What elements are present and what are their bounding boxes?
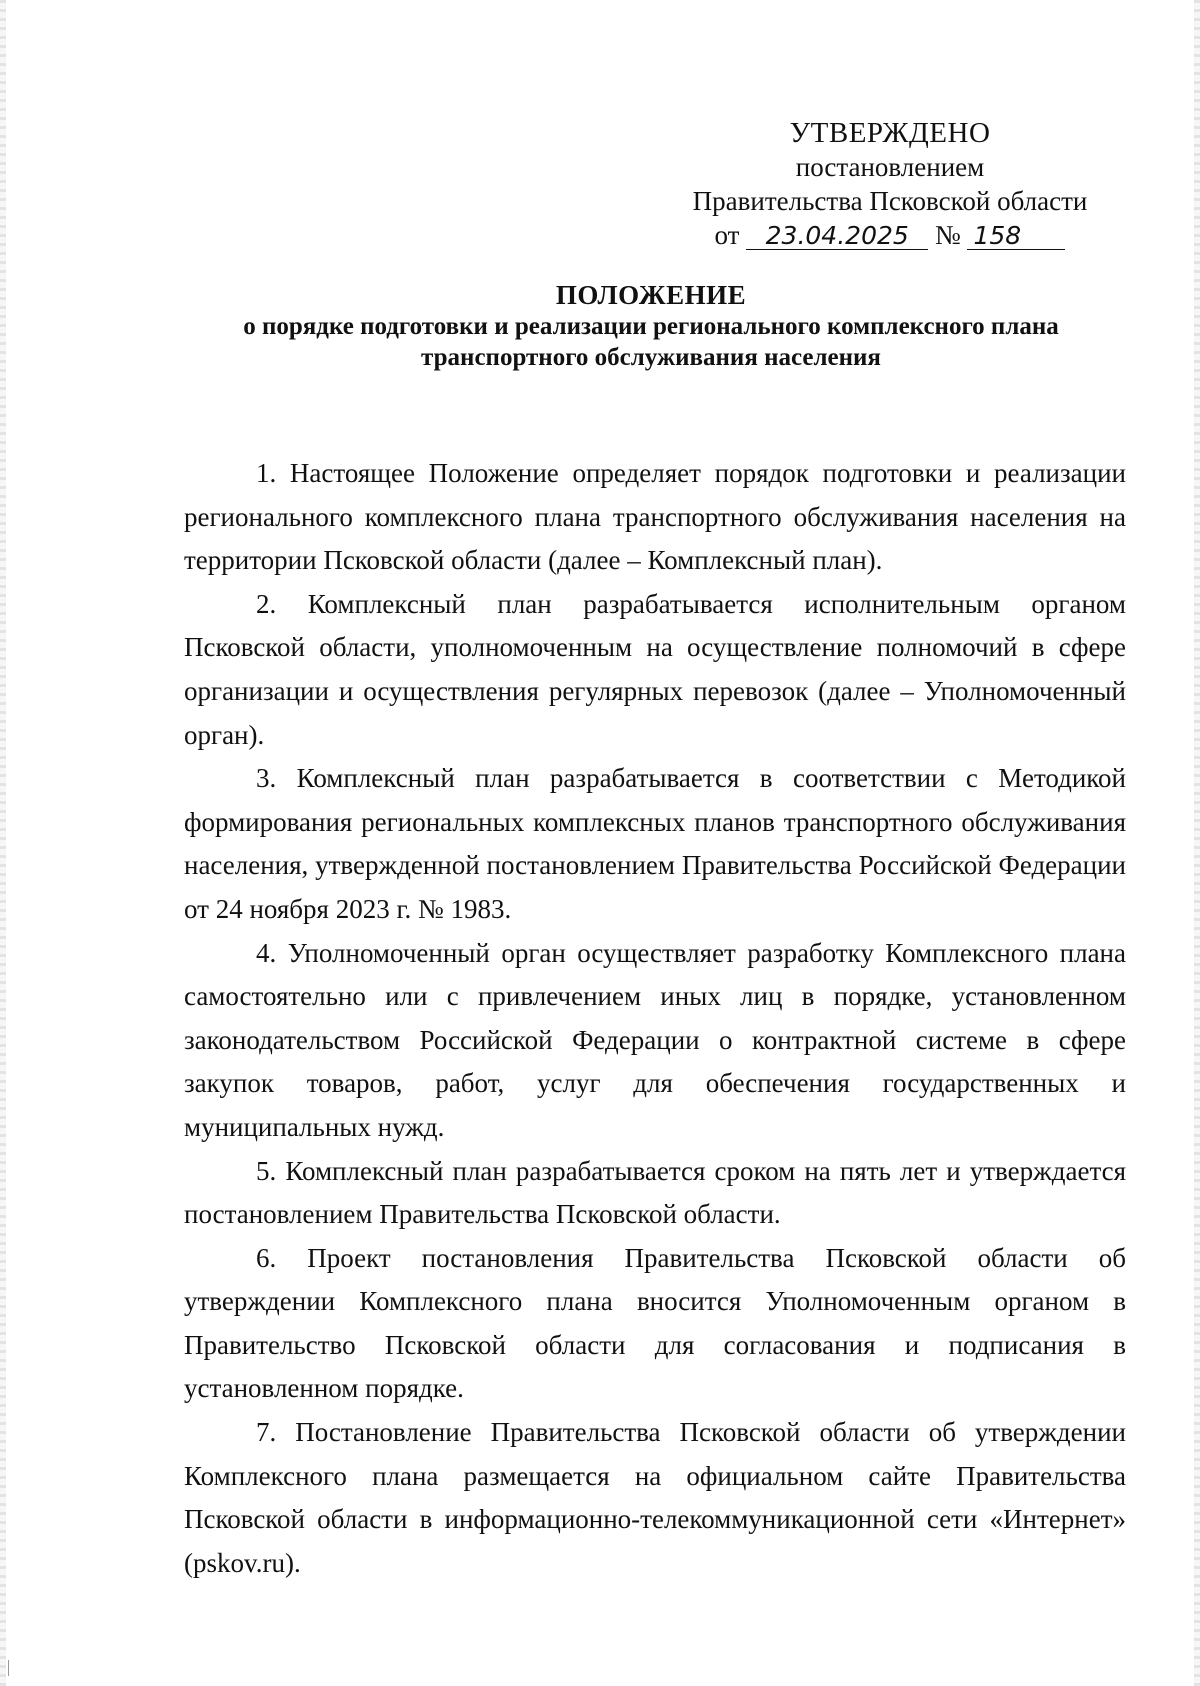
paragraph-1: 1. Настоящее Положение определяет порядок подготовки и реализации регионального комплексного плана транспортного обслуживания населения на территории Псковской области (далее – Комплексный план). (184, 458, 1126, 576)
document-title: ПОЛОЖЕНИЕ (555, 280, 747, 310)
paragraph-6: 6. Проект постановления Правительства Псковской области об утверждении Комплексного плана вносится Уполномоченным органом в Правительство Псковской области для согласования и подписания в установленном порядке. (184, 1242, 1126, 1404)
scan-edge-left (0, 0, 6, 1686)
number-sign: № (934, 220, 961, 250)
paragraph-3: 3. Комплексный план разрабатывается в соответствии с Методикой формирования региональных комплексных планов транспортного обслуживания населения, утвержденной постановлением Правительства Российской Федерации от 24 ноября 2023 г. № 1983. (184, 763, 1126, 924)
paragraph-7: 7. Постановление Правительства Псковской области об утверждении Комплексного плана размещается на официальном сайте Правительства Псковской области в информационно-телекоммуникационной сети «Интернет» (pskov.ru). (184, 1417, 1126, 1578)
document-subtitle-line-1: о порядке подготовки и реализации регионального комплексного плана (243, 313, 1059, 340)
handwritten-number: 158 (967, 223, 1065, 250)
approval-date-line (715, 218, 1066, 252)
approval-line-2: Правительства Псковской области (692, 186, 1088, 216)
date-prefix: от (714, 220, 740, 250)
scan-edge-right (1194, 0, 1200, 1686)
document-heading (180, 280, 1122, 373)
approval-title: УТВЕРЖДЕНО (789, 117, 991, 149)
approval-line-1: постановлением (795, 152, 985, 182)
paragraph-4: 4. Уполномоченный орган осуществляет разработку Комплексного плана самостоятельно или с привлечением иных лиц в порядке, установленном законодательством Российской Федерации о контрактной системе в сфере закупок товаров, работ, услуг для обеспечения государственных и муниципальных нужд. (184, 937, 1126, 1142)
paragraph-5: 5. Комплексный план разрабатывается сроком на пять лет и утверждается постановлением Правительства Псковской области. (184, 1155, 1126, 1230)
scan-mark (8, 1660, 9, 1676)
paragraph-2: 2. Комплексный план разрабатывается исполнительным органом Псковской области, уполномоченным на осуществление полномочий в сфере организации и осуществления регулярных перевозок (далее – Уполномоченный орган). (184, 588, 1126, 750)
approval-stamp-block (640, 116, 1140, 252)
handwritten-date: 23.04.2025 (746, 223, 928, 250)
document-subtitle-line-2: транспортного обслуживания населения (421, 344, 881, 371)
document-body (184, 452, 1126, 1585)
